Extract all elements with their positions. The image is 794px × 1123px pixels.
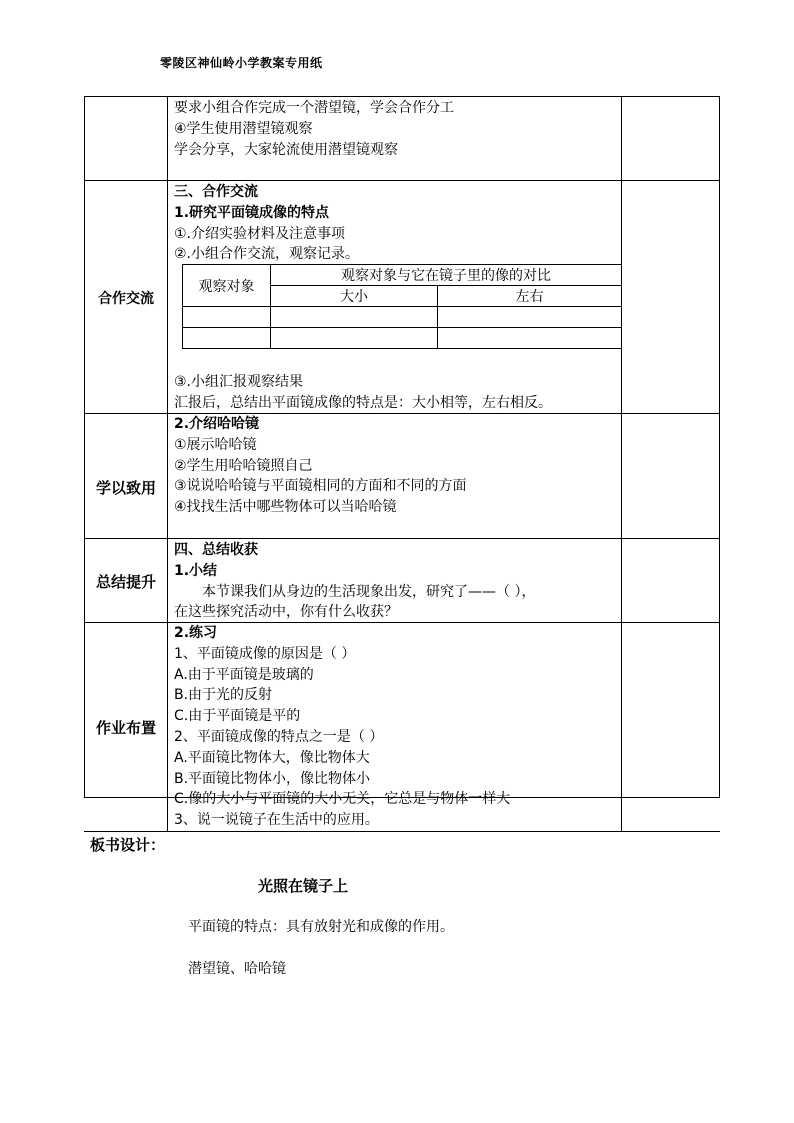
row-2-after-content	[174, 372, 552, 414]
observation-table	[182, 264, 622, 349]
board-design-label: 板书设计：	[90, 836, 166, 854]
row-label-zongjie: 总结提升	[95, 573, 156, 591]
content-line: 学会分享，大家轮流使用潜望镜观察	[174, 141, 398, 158]
content-line: B.由于光的反射	[174, 687, 273, 704]
content-line: 要求小组合作完成一个潜望镜，学会合作分工	[174, 100, 454, 116]
content-line: C.像的大小与平面镜的大小无关，它总是与物体一样大	[174, 791, 511, 808]
content-line: 汇报后，总结出平面镜成像的特点是：大小相等，左右相反。	[174, 394, 552, 411]
board-design-line: 平面镜的特点：具有放射光和成像的作用。	[188, 919, 454, 935]
row-divider-1	[84, 180, 720, 181]
row-1-content	[174, 98, 454, 160]
table-row	[183, 328, 622, 349]
obs-sub-header-lr: 左右	[438, 286, 622, 307]
board-design-title: 光照在镜子上	[258, 877, 349, 895]
section-heading: 四、总结收获	[174, 542, 258, 558]
content-line: ①.介绍实验材料及注意事项	[174, 225, 346, 242]
content-line: 本节课我们从身边的生活现象出发，研究了——（ ），	[202, 583, 536, 600]
content-line: B.平面镜比物体小，像比物体小	[174, 770, 371, 787]
content-line: ③.小组汇报观察结果	[174, 374, 304, 390]
content-line: A.由于平面镜是玻璃的	[174, 666, 314, 683]
section-subheading: 2.练习	[174, 625, 218, 641]
table-row	[183, 307, 622, 328]
row-2-content	[174, 182, 359, 265]
row-3-content	[174, 414, 467, 518]
content-line: ②.小组合作交流，观察记录。	[174, 246, 360, 263]
content-line: 在这些探究活动中，你有什么收获？	[174, 604, 398, 621]
content-line: ②学生用哈哈镜照自己	[174, 457, 313, 474]
content-line: C.由于平面镜是平的	[174, 708, 301, 725]
section-subheading: 1.研究平面镜成像的特点	[174, 204, 330, 221]
row-label-xueyi: 学以致用	[95, 479, 156, 497]
obs-sub-header-size: 大小	[271, 286, 438, 307]
content-line: ①展示哈哈镜	[174, 436, 257, 453]
section-subheading: 1.小结	[174, 562, 218, 579]
content-line: 2、平面镜成像的特点之一是（ ）	[174, 728, 384, 745]
col-divider-right	[621, 96, 622, 832]
row-divider-3	[84, 538, 720, 539]
section-heading: 三、合作交流	[174, 184, 258, 200]
obs-group-header: 观察对象与它在镜子里的像的对比	[271, 265, 622, 286]
content-line: ④学生使用潜望镜观察	[174, 120, 313, 137]
content-line: ③说说哈哈镜与平面镜相同的方面和不同的方面	[174, 478, 467, 495]
content-line: 1、平面镜成像的原因是（ ）	[174, 645, 356, 662]
row-5-content	[174, 623, 510, 831]
content-line: ④找找生活中哪些物体可以当哈哈镜	[174, 499, 397, 516]
board-design-line: 潜望镜、哈哈镜	[188, 961, 286, 977]
row-label-zuoye: 作业布置	[95, 719, 156, 737]
row-label-hezuo: 合作交流	[98, 291, 154, 307]
row-4-content	[174, 540, 535, 623]
content-line: A.平面镜比物体大，像比物体大	[174, 749, 370, 766]
page-header: 零陵区神仙岭小学教案专用纸	[160, 56, 323, 70]
section-subheading: 2.介绍哈哈镜	[174, 416, 260, 432]
content-line: 3、说一说镜子在生活中的应用。	[174, 812, 379, 829]
row-divider-5	[84, 831, 720, 832]
obs-col-header-object: 观察对象	[183, 265, 271, 307]
